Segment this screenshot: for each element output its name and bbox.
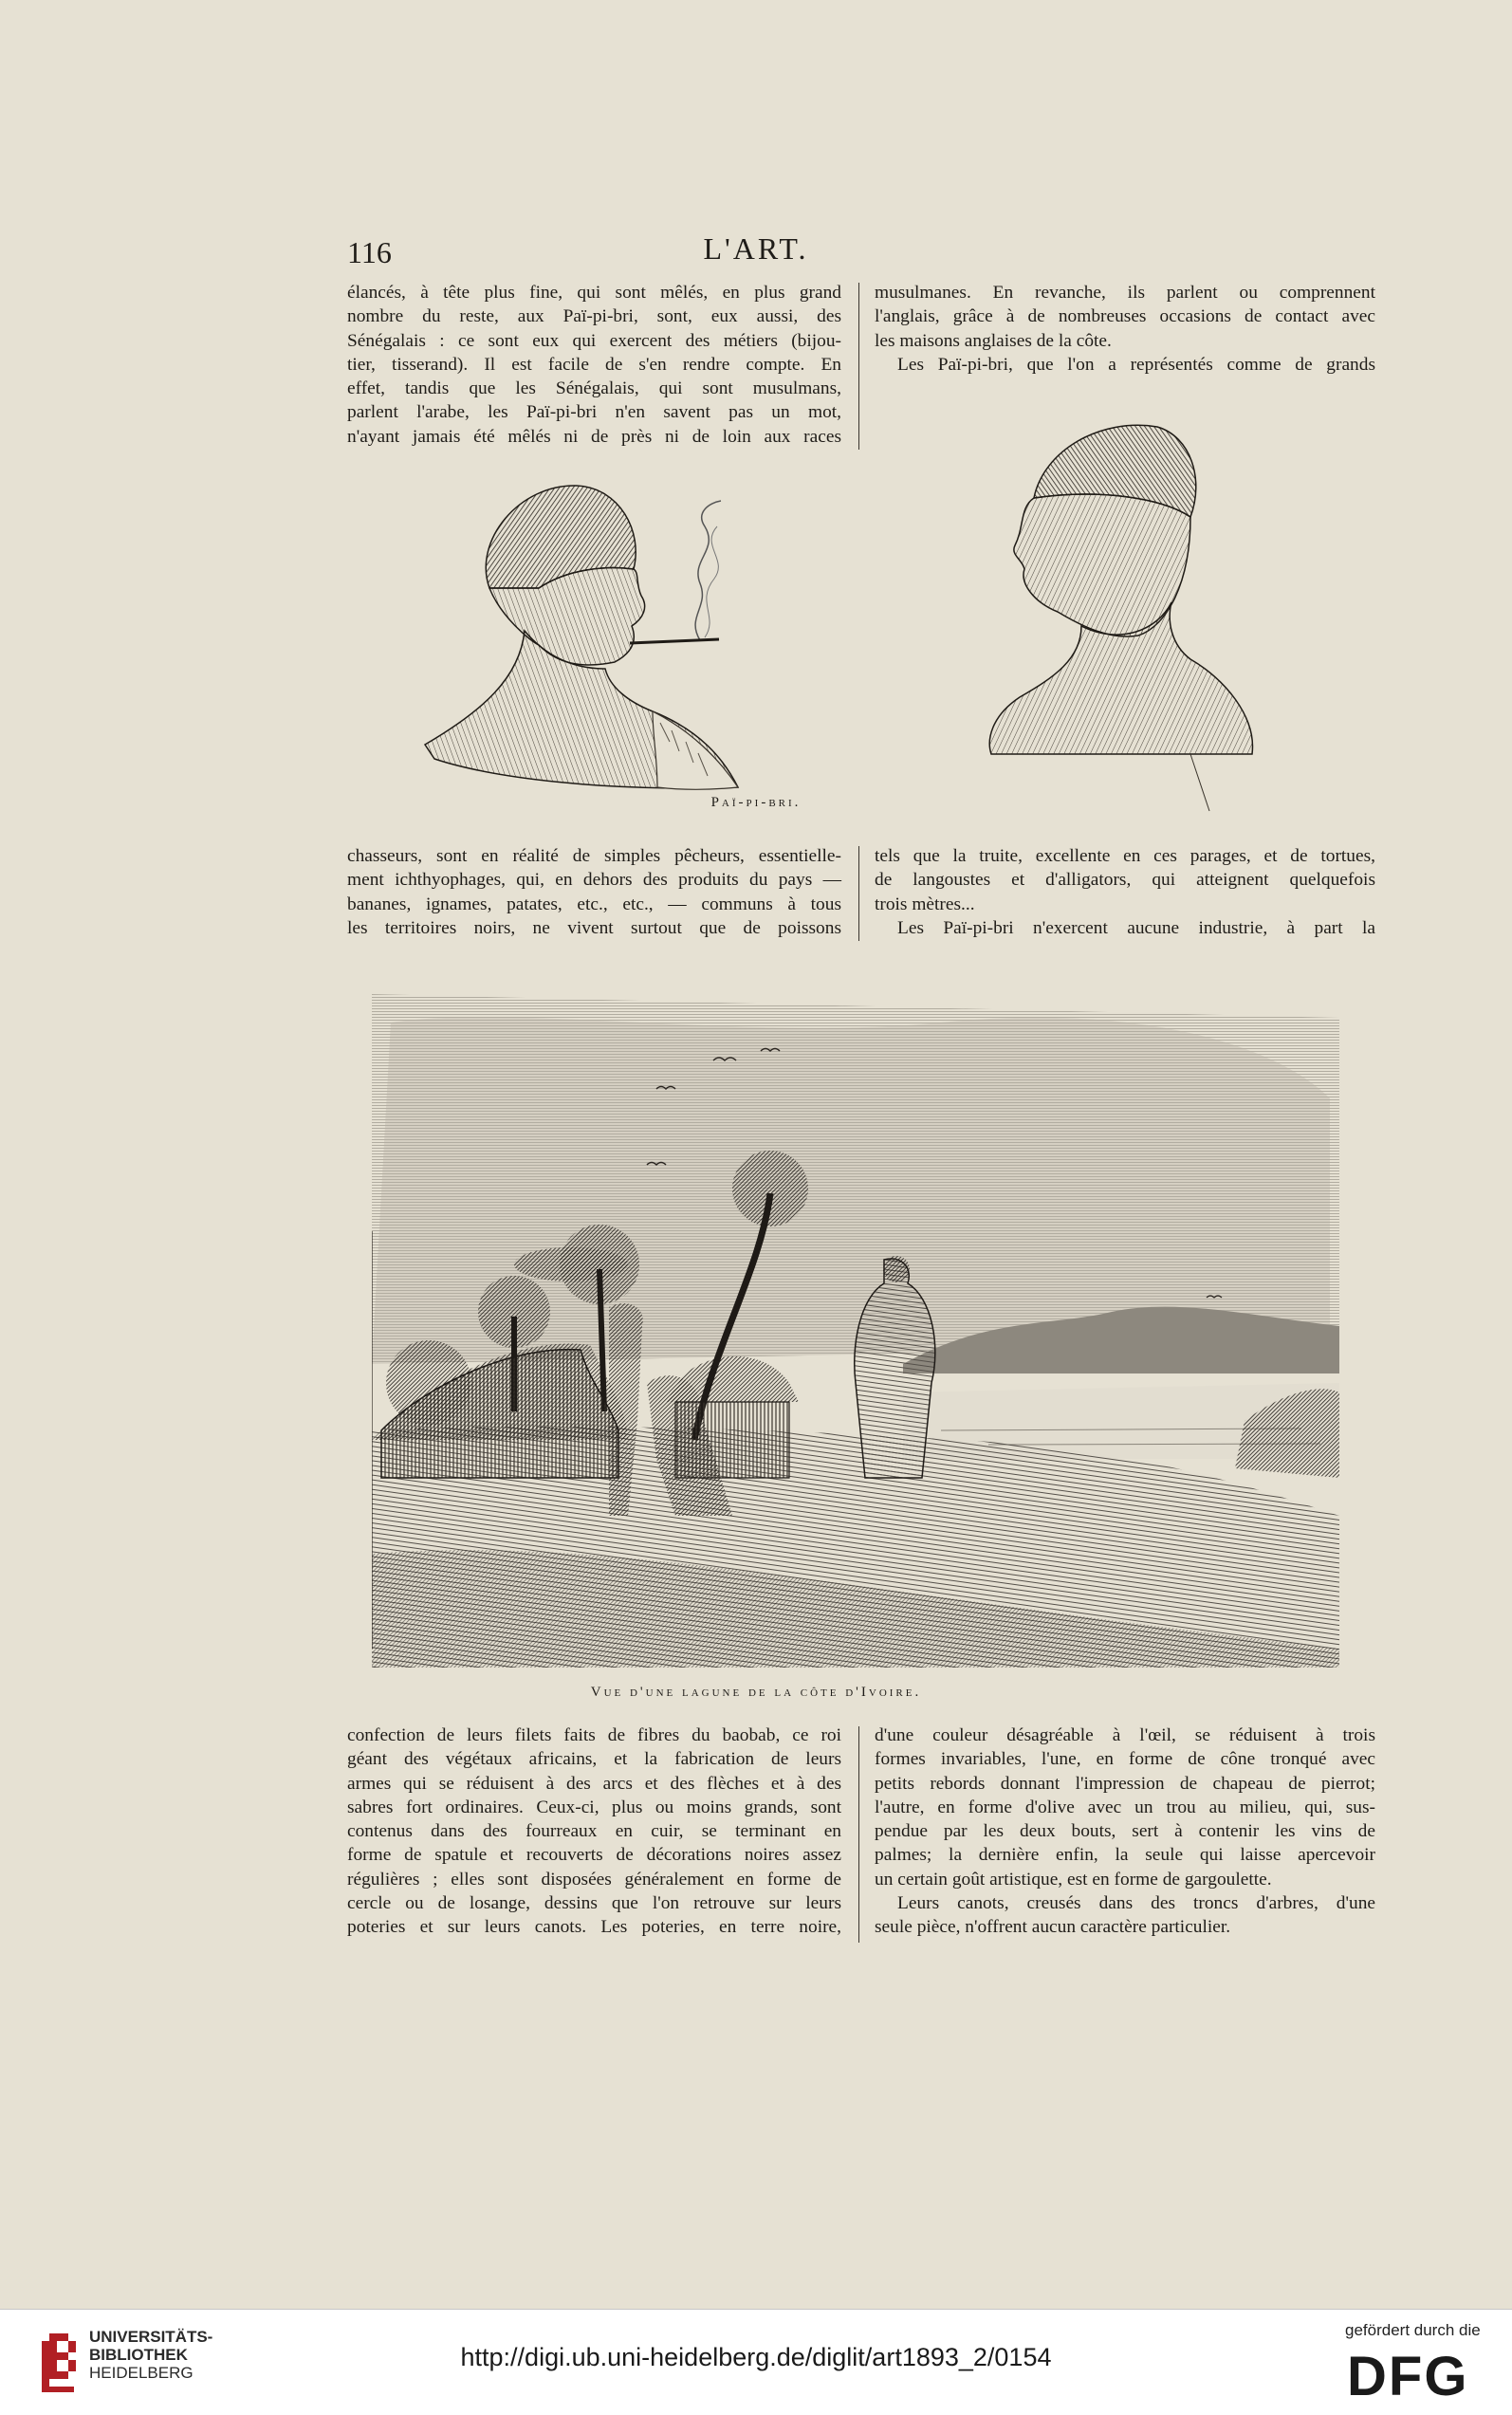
page-number: 116: [347, 235, 392, 269]
text-line: sabres fort ordinaires. Ceux‑ci, plus ou moins grands, sont: [347, 1797, 841, 1817]
university-library-name: UNIVERSITÄTS- BIBLIOTHEK HEIDELBERG: [89, 2328, 213, 2382]
text-line: ment ichthyophages, qui, en dehors des produits du pays —: [347, 870, 841, 891]
lagoon-engraving: [372, 985, 1347, 1672]
text-line: n'ayant jamais été mêlés ni de près ni de loin aux races: [347, 426, 841, 447]
text-line: contenus dans des fourreaux en cuir, se terminant en: [347, 1821, 841, 1842]
text-line: effet, tandis que les Sénégalais, qui sont musulmans,: [347, 378, 841, 399]
footer-divider: [0, 2309, 1512, 2310]
text-line: parlent l'arabe, les Paï‑pi‑bri n'en savent pas un mot,: [347, 402, 841, 423]
text-line: l'anglais, grâce à de nombreuses occasions de contact avec: [875, 306, 1375, 327]
text-line: l'autre, en forme d'olive avec un trou au milieu, qui, sus-: [875, 1797, 1375, 1817]
text-line: tels que la truite, excellente en ces parages, et de tortues,: [875, 846, 1375, 866]
dfg-logo: DFG: [1347, 2346, 1469, 2407]
column-rule: [858, 283, 859, 450]
text-line: petits rebords donnant l'impression de chapeau de pierrot;: [875, 1773, 1375, 1794]
text-line: d'une couleur désagréable à l'œil, se réduisent à trois: [875, 1725, 1375, 1745]
text-line: formes invariables, l'une, en forme de cône tronqué avec: [875, 1749, 1375, 1770]
text-line: pendue par les deux bouts, sert à contenir les vins de: [875, 1821, 1375, 1842]
figure2-caption: Vue d'une lagune de la côte d'Ivoire.: [590, 1685, 922, 1700]
text-line: Les Paï‑pi‑bri n'exercent aucune industrie, à part la: [897, 917, 1375, 938]
text-line: Sénégalais : ce sont eux qui exercent des métiers (bijou-: [347, 330, 841, 351]
permalink-url[interactable]: http://digi.ub.uni-heidelberg.de/diglit/art1893_2/0154: [460, 2343, 1052, 2371]
text-line: de langoustes et d'alligators, qui atteignent quelquefois: [875, 870, 1375, 891]
text-line: tier, tisserand). Il est facile de s'en rendre compte. En: [347, 354, 841, 375]
funder-label: gefördert durch die: [1345, 2321, 1481, 2339]
text-line: musulmanes. En revanche, ils parlent ou comprennent: [875, 283, 1375, 303]
column-rule: [858, 846, 859, 941]
block2-left-column: [347, 844, 841, 940]
text-line: trois mètres...: [875, 894, 975, 914]
block2-right-column: [875, 844, 1375, 940]
text-line: armes qui se réduisent à des arcs et des flèches et à des: [347, 1773, 841, 1794]
text-line: confection de leurs filets faits de fibres du baobab, ce roi: [347, 1725, 841, 1745]
column-rule: [858, 1726, 859, 1943]
block1-left-column: [347, 281, 841, 449]
block3-left-column: [347, 1724, 841, 1940]
text-line: les maisons anglaises de la côte.: [875, 330, 1112, 351]
text-line: régulières ; elles sont disposées généralement en forme de: [347, 1869, 841, 1890]
figure1-caption: Paï‑pi‑bri.: [710, 795, 802, 810]
text-line: chasseurs, sont en réalité de simples pêcheurs, essentielle-: [347, 846, 841, 866]
text-line: Les Paï‑pi‑bri, que l'on a représentés comme de grands: [897, 354, 1375, 375]
text-line: nombre du reste, aux Paï‑pi‑bri, sont, eux aussi, des: [347, 306, 841, 327]
text-line: palmes; la dernière enfin, la seule qui laisse apercevoir: [875, 1845, 1375, 1866]
block3-right-column: [875, 1724, 1375, 1940]
text-line: seule pièce, n'offrent aucun caractère particulier.: [875, 1917, 1231, 1938]
running-title: L'ART.: [703, 231, 809, 266]
text-line: les territoires noirs, ne vivent surtout que de poissons: [347, 917, 841, 938]
portrait-engraving-right: [977, 413, 1271, 820]
text-line: bananes, ignames, patates, etc., etc., — communs à tous: [347, 894, 841, 914]
text-line: géant des végétaux africains, et la fabrication de leurs: [347, 1749, 841, 1770]
text-line: poteries et sur leurs canots. Les poteries, en terre noire,: [347, 1917, 841, 1938]
text-line: cercle ou de losange, dessins que l'on retrouve sur leurs: [347, 1893, 841, 1914]
text-line: un certain goût artistique, est en forme de gargoulette.: [875, 1869, 1272, 1890]
text-line: forme de spatule et recouverts de décorations noires assez: [347, 1845, 841, 1866]
text-line: élancés, à tête plus fine, qui sont mêlés, en plus grand: [347, 283, 841, 303]
text-line: Leurs canots, creusés dans des troncs d'arbres, d'une: [897, 1893, 1375, 1914]
portrait-engraving-left: [415, 474, 757, 811]
block1-right-column: [875, 281, 1375, 377]
